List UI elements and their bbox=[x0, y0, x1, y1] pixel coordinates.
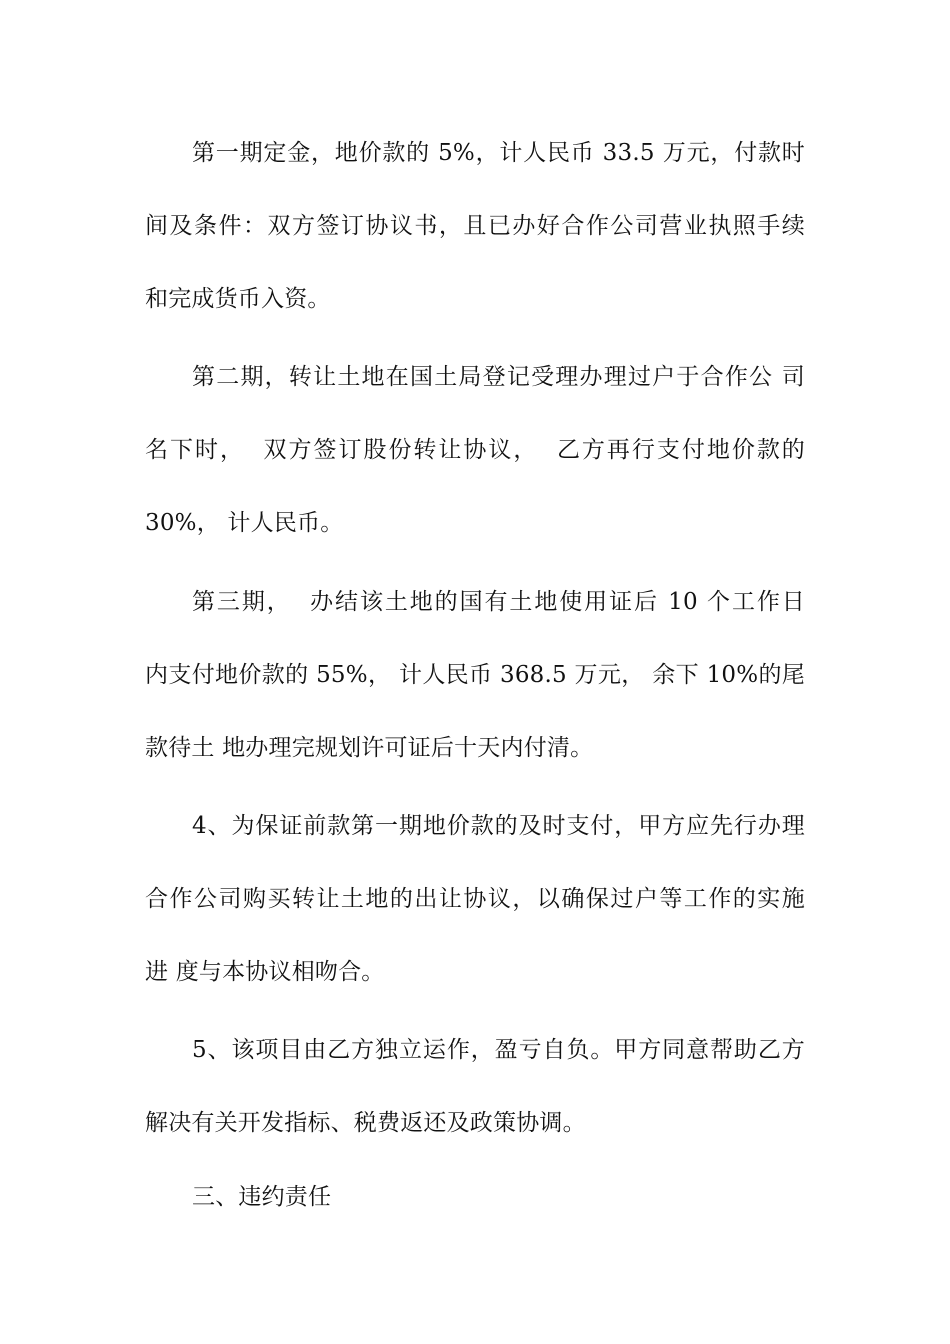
paragraph-line: 解决有关开发指标、税费返还及政策协调。 bbox=[145, 1110, 586, 1136]
paragraph-line: 款待土 地办理完规划许可证后十天内付清。 bbox=[145, 735, 594, 761]
paragraph-line: 合作公司购买转让土地的出让协议，以确保过户等工作的实施 bbox=[145, 886, 805, 912]
section-heading: 三、违约责任 bbox=[192, 1184, 332, 1210]
paragraph-line: 名下时， 双方签订股份转让协议， 乙方再行支付地价款的 bbox=[145, 437, 805, 463]
paragraph-line: 第二期，转让土地在国土局登记受理办理过户于合作公 司 bbox=[192, 364, 805, 390]
paragraph-line: 第一期定金，地价款的 5%，计人民币 33.5 万元，付款时 bbox=[192, 140, 805, 166]
paragraph-line: 30%， 计人民币。 bbox=[145, 510, 344, 536]
paragraph-line: 进 度与本协议相吻合。 bbox=[145, 959, 385, 985]
paragraph-line: 和完成货币入资。 bbox=[145, 286, 331, 312]
paragraph-line: 第三期， 办结该土地的国有土地使用证后 10 个工作日 bbox=[192, 589, 805, 615]
paragraph-line: 4、为保证前款第一期地价款的及时支付，甲方应先行办理 bbox=[192, 813, 805, 839]
paragraph-line: 内支付地价款的 55%， 计人民币 368.5 万元， 余下 10%的尾 bbox=[145, 662, 805, 688]
paragraph-line: 间及条件：双方签订协议书，且已办好合作公司营业执照手续 bbox=[145, 213, 805, 239]
paragraph-line: 5、该项目由乙方独立运作，盈亏自负。甲方同意帮助乙方 bbox=[192, 1037, 805, 1063]
